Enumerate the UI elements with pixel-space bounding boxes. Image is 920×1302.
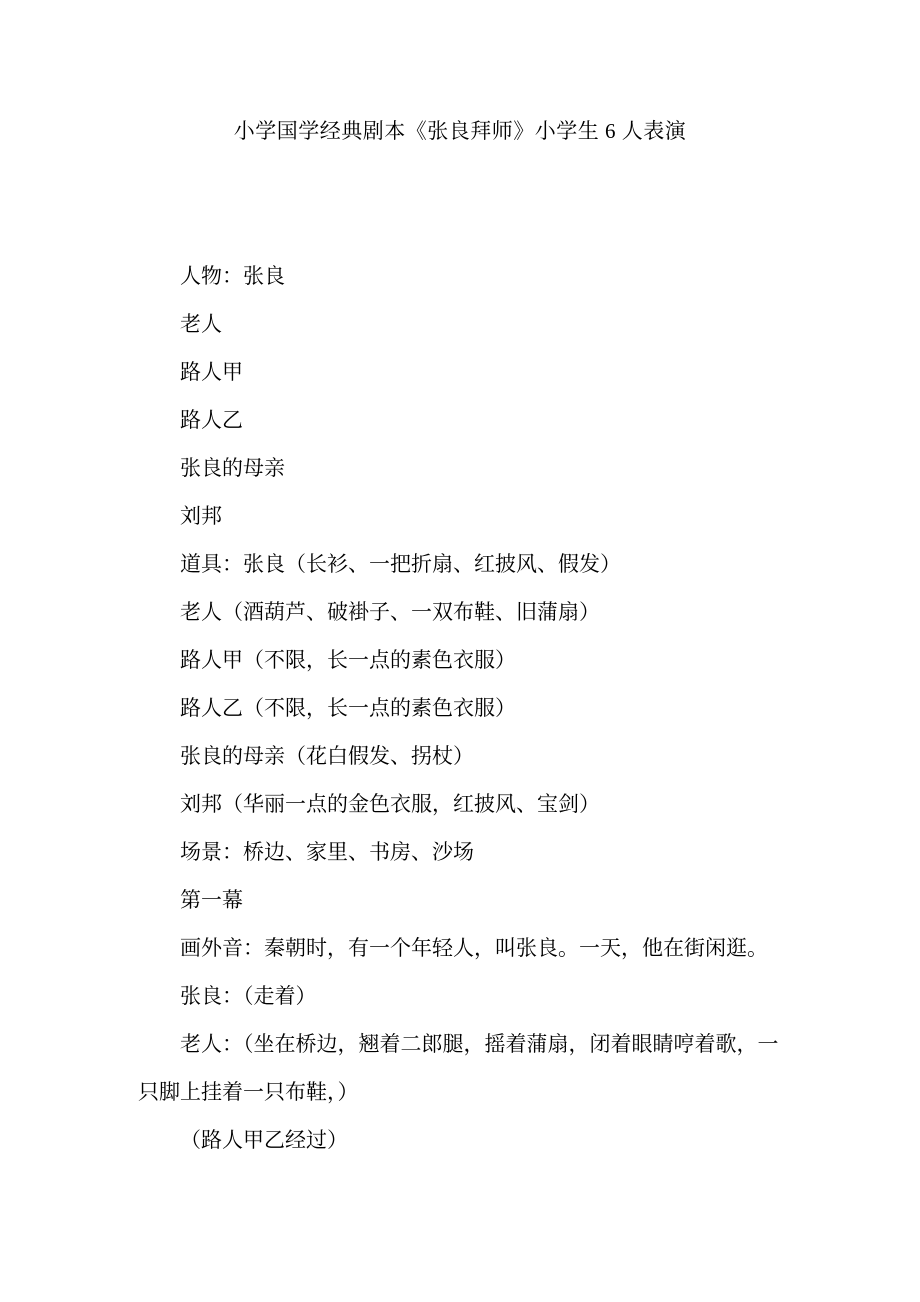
paragraph-character: 刘邦 [180,504,222,528]
paragraph-props-heading: 道具：张良（长衫、一把折扇、红披风、假发） [180,552,621,576]
paragraph-character: 路人甲 [180,360,243,384]
paragraph-characters-heading: 人物：张良 [180,264,285,288]
paragraph-dialogue: 张良：（走着） [180,984,317,1008]
paragraph-dialogue: 老人：（坐在桥边，翘着二郎腿，摇着蒲扇，闭着眼睛哼着歌，一只脚上挂着一只布鞋，） [138,1032,779,1104]
paragraph-prop: 张良的母亲（花白假发、拐杖） [180,744,474,768]
paragraph-voiceover: 画外音：秦朝时，有一个年轻人，叫张良。一天，他在街闲逛。 [180,936,768,960]
document-body [138,252,780,1164]
paragraph-prop: 老人（酒葫芦、破褂子、一双布鞋、旧蒲扇） [180,600,600,624]
paragraph-prop: 路人乙（不限，长一点的素色衣服） [180,696,516,720]
paragraph-character: 路人乙 [180,408,243,432]
paragraph-prop: 刘邦（华丽一点的金色衣服，红披风、宝剑） [180,792,600,816]
paragraph-prop: 路人甲（不限，长一点的素色衣服） [180,648,516,672]
paragraph-stage-direction: （路人甲乙经过） [180,1128,348,1152]
paragraph-character: 老人 [180,312,222,336]
paragraph-act-heading: 第一幕 [180,888,243,912]
paragraph-scenes: 场景：桥边、家里、书房、沙场 [180,840,474,864]
document-title: 小学国学经典剧本《张良拜师》小学生 6 人表演 [233,119,687,143]
paragraph-character: 张良的母亲 [180,456,285,480]
